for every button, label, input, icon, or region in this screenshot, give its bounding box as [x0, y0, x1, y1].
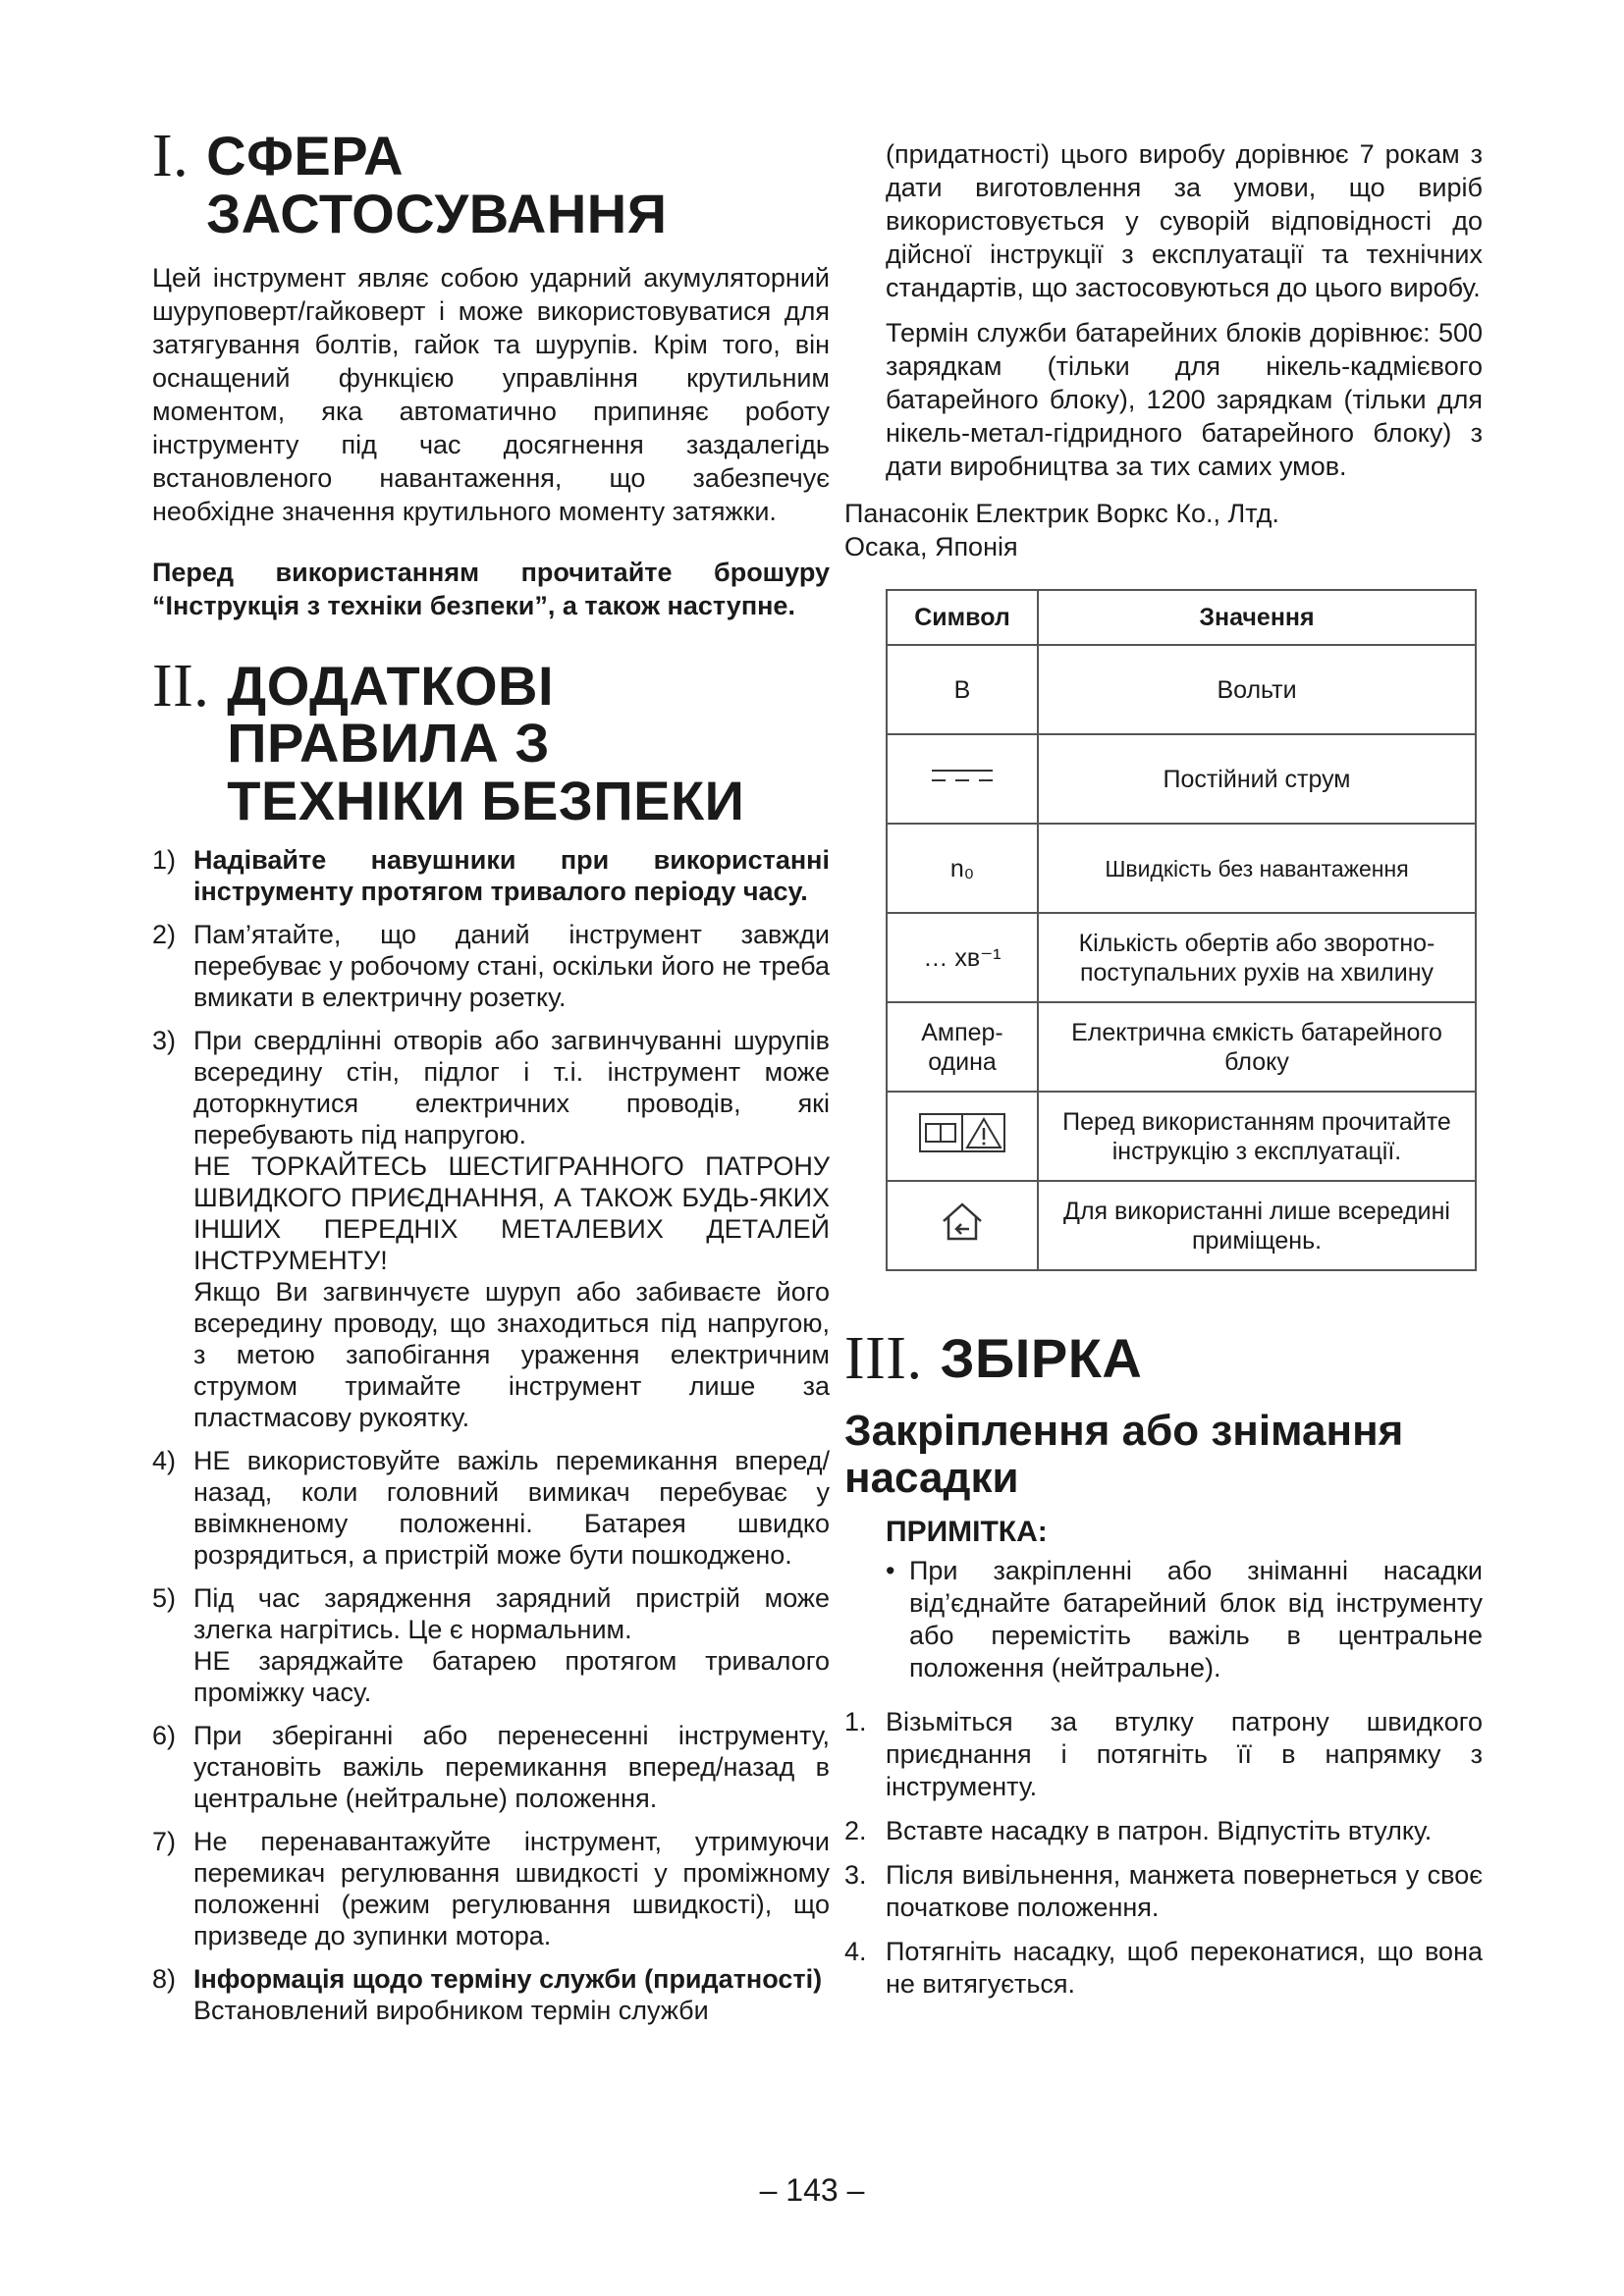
page-number: – 143 –	[759, 2172, 865, 2208]
right-column	[844, 137, 1483, 2012]
table-row	[887, 824, 1476, 913]
step-text: Візьміться за втулку патрону швидкого приєднання і потягніть її в напрямку з інструменту.	[886, 1706, 1483, 1801]
safety-rules-list	[152, 844, 830, 2026]
list-item	[152, 1826, 830, 1951]
note	[886, 1555, 1483, 1684]
meaning-cell: Вольти	[1038, 645, 1476, 734]
item-text: При свердлінні отворів або загвинчуванні шурупів всередину стін, підлог і т.і. інструмент може доторкнутися електричних проводів, які перебувають під напругою.	[193, 1025, 830, 1149]
read-manual-warning-icon	[887, 1092, 1038, 1181]
item-caps-warning: НЕ ТОРКАЙТЕСЬ ШЕСТИГРАННОГО ПАТРОНУ ШВИДКОГО ПРИЄДНАННЯ, А ТАКОЖ БУДЬ-ЯКИХ ІНШИХ ПЕРЕДНІХ МЕТАЛЕВИХ ДЕТАЛЕЙ ІНСТРУМЕНТУ!	[193, 1150, 830, 1275]
meaning-cell: Швидкість без навантаження	[1038, 824, 1476, 913]
section-3-numeral: III.	[844, 1325, 923, 1392]
step-text: Вставте насадку в патрон. Відпустіть втулку.	[886, 1815, 1433, 1845]
item-text: Не перенавантажуйте інструмент, утримуючи перемикач регулювання швидкості у проміжному положенні (режим регулювання швидкості), що призведе до зупинки мотора.	[193, 1826, 830, 1950]
table-header-row	[887, 590, 1476, 645]
section-1-body: Цей інструмент являє собою ударний акумуляторний шуруповерт/гайковерт і може використовуватися для затягування болтів, гайок та шурупів. Крім того, він оснащений функцією управління крутильним моментом, яка автоматично припиняє роботу інструменту під час досягнення заздалегідь встановленого навантаження, що забезпечує необхідне значення крутильного моменту затяжки.	[152, 262, 830, 526]
item-text: НЕ використовуйте важіль перемикання вперед/назад, коли головний вимикач перебуває у ввімкненому положенні. Батарея швидко розрядиться, а пристрій може бути пошкоджено.	[193, 1445, 830, 1570]
list-item	[844, 1706, 1483, 1803]
item-number: 1)	[152, 844, 177, 875]
meaning-cell: Постійний струм	[1038, 734, 1476, 824]
item-text: При зберіганні або перенесенні інструменту, установіть важіль перемикання вперед/назад в центральне (нейтральне) положення.	[193, 1720, 830, 1813]
item-text-tail: Встановлений виробником термін служби	[193, 1995, 709, 2025]
symbol-cell: … хв⁻¹	[887, 913, 1038, 1002]
left-column	[152, 123, 830, 2038]
item-number: 8)	[152, 1963, 177, 1994]
list-item	[152, 1720, 830, 1814]
item-text-tail: Якщо Ви загвинчуєте шуруп або забиваєте його всередину проводу, що знаходиться під напругою, з метою запобігання ураження електричним струмом тримайте інструмент лише за пластмасову рукоятку.	[193, 1276, 830, 1432]
manufacturer	[844, 497, 1483, 563]
list-item	[152, 1445, 830, 1571]
item-text-tail: НЕ заряджайте батарею протягом тривалого проміжку часу.	[193, 1645, 830, 1707]
meaning-cell: Для використанні лише всередині приміщень.	[1038, 1181, 1476, 1270]
section-1-title: СФЕРА ЗАСТОСУВАННЯ	[206, 125, 668, 244]
section-3-heading	[844, 1325, 1483, 1392]
battery-service-life: Термін служби батарейних блоків дорівнює: 500 зарядкам (тільки для нікель-кадмієвого батарейного блоку), 1200 зарядкам (тільки для нікель-метал-гідридного батарейного блоку) з дати виробництва за тих самих умов.	[886, 318, 1483, 481]
section-3-title: ЗБІРКА	[940, 1327, 1143, 1389]
table-row	[887, 1181, 1476, 1270]
list-item	[152, 919, 830, 1013]
item-text: Пам’ятайте, що даний інструмент завжди перебуває у робочому стані, оскільки його не треба вмикати в електричну розетку.	[193, 919, 830, 1012]
indoor-use-icon	[887, 1181, 1038, 1270]
meaning-cell: Кількість обертів або зворотно-поступальних рухів на хвилину	[1038, 913, 1476, 1002]
item-number: 6)	[152, 1720, 177, 1750]
step-number: 1.	[844, 1706, 867, 1736]
item-number: 3)	[152, 1025, 177, 1055]
direct-current-icon	[887, 734, 1038, 824]
list-item	[152, 1963, 830, 2026]
section-1-heading	[152, 123, 830, 244]
note-text: При закріпленні або зніманні насадки від’єднайте батарейний блок від інструменту або перемістіть важіль в центральне положення (нейтральне).	[909, 1555, 1483, 1682]
meaning-cell: Перед використанням прочитайте інструкцію з експлуатації.	[1038, 1092, 1476, 1181]
step-number: 2.	[844, 1815, 867, 1845]
bullet: •	[886, 1555, 895, 1585]
step-number: 3.	[844, 1859, 867, 1890]
step-text: Після вивільнення, манжета повернеться у своє початкове положення.	[886, 1859, 1483, 1922]
section-2-title-line1: ДОДАТКОВІ ПРАВИЛА З	[227, 654, 555, 774]
table-row	[887, 913, 1476, 1002]
step-text: Потягніть насадку, щоб переконатися, що вона не витягується.	[886, 1936, 1483, 1999]
list-item	[152, 1582, 830, 1708]
item-number: 7)	[152, 1826, 177, 1856]
table-row	[887, 734, 1476, 824]
section-2-numeral: II.	[152, 652, 210, 720]
symbol-cell: В	[887, 645, 1038, 734]
safety-brochure-warning: Перед використанням прочитайте брошуру “Інструкція з техніки безпеки”, а також наступне.	[152, 557, 830, 620]
symbol-cell: n₀	[887, 824, 1038, 913]
subsection-title: Закріплення або знімання насадки	[844, 1406, 1404, 1502]
table-row	[887, 1002, 1476, 1092]
item-text: Під час зарядження зарядний пристрій може злегка нагрітись. Це є нормальним.	[193, 1582, 830, 1644]
note-label: ПРИМІТКА:	[886, 1515, 1048, 1548]
item-text: Надівайте навушники при використанні інструменту протягом тривалого періоду часу.	[193, 844, 830, 906]
symbols-table	[886, 589, 1477, 1271]
list-item	[844, 1936, 1483, 2001]
item-number: 2)	[152, 919, 177, 949]
item-text: Інформація щодо терміну служби (придатності)	[193, 1963, 823, 1994]
section-2-title-line2: ТЕХНІКИ БЕЗПЕКИ	[227, 770, 745, 832]
assembly-steps-list	[844, 1706, 1483, 2001]
list-item	[844, 1815, 1483, 1847]
list-item	[152, 844, 830, 907]
column-header-symbol: Символ	[887, 590, 1038, 645]
meaning-cell: Електрична ємкість батарейного блоку	[1038, 1002, 1476, 1092]
company-name: Панасонік Електрик Воркс Ко., Лтд.	[844, 499, 1279, 528]
table-row	[887, 645, 1476, 734]
step-number: 4.	[844, 1936, 867, 1966]
table-row	[887, 1092, 1476, 1181]
company-city: Осака, Японія	[844, 532, 1018, 561]
service-life-continued: (придатності) цього виробу дорівнює 7 рокам з дати виготовлення за умови, що виріб використовується у суворій відповідності до дійсної інструкції з експлуатації та технічних стандартів, що застосовуються до цього виробу.	[886, 139, 1483, 302]
symbol-cell: Ампер-одина	[887, 1002, 1038, 1092]
item-number: 5)	[152, 1582, 177, 1613]
column-header-meaning: Значення	[1038, 590, 1476, 645]
item-number: 4)	[152, 1445, 177, 1475]
section-2-heading	[152, 652, 830, 832]
list-item	[152, 1025, 830, 1433]
section-1-numeral: I.	[152, 123, 189, 189]
list-item	[844, 1859, 1483, 1924]
